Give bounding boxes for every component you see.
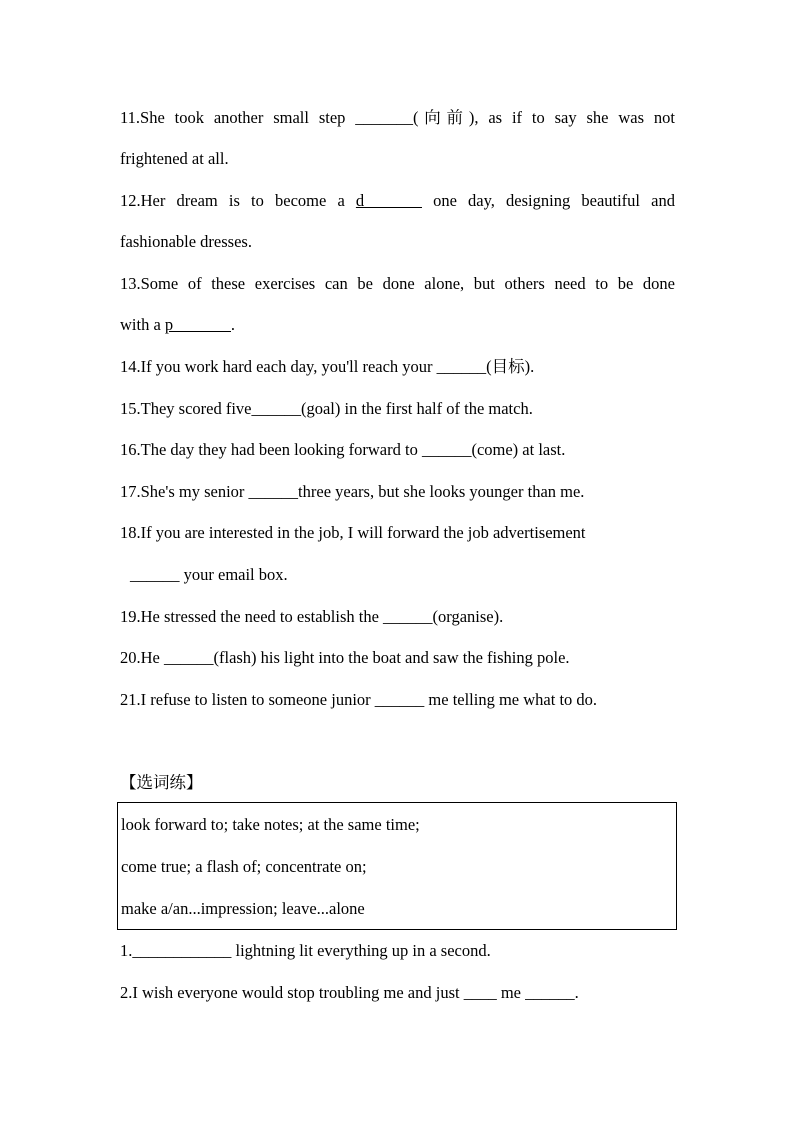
question-13-text-start: with a [120, 315, 165, 334]
question-12-text-start: 12.Her dream is to become a [120, 191, 356, 210]
section-title: 【选词练】 [120, 773, 203, 792]
question-18-line-1: 18.If you are interested in the job, I will forward the job advertisement [120, 523, 586, 542]
question-21: 21.I refuse to listen to someone junior ______ me telling me what to do. [120, 690, 598, 709]
question-11-line-1: 11.She took another small step _______(向前), as if to say she was not [120, 108, 675, 127]
question-12-line-2: fashionable dresses. [120, 232, 252, 251]
question-13-line-1: 13.Some of these exercises can be done alone, but others need to be done [120, 274, 675, 293]
question-14: 14.If you work hard each day, you'll reach your ______(目标). [120, 357, 535, 376]
practice-1: 1.____________ lightning lit everything up in a second. [120, 941, 491, 960]
question-13-blank: p_______ [164, 315, 231, 334]
word-box-line-3: make a/an...impression; leave...alone [121, 899, 365, 918]
question-17: 17.She's my senior ______three years, but she looks younger than me. [120, 482, 585, 501]
question-18-line-2: ______ your email box. [130, 565, 288, 584]
word-box-line-1: look forward to; take notes; at the same time; [121, 815, 420, 834]
question-12-text-end: one day, designing beautiful and [421, 191, 675, 210]
question-13-line-2 [120, 315, 235, 335]
word-box [117, 802, 677, 930]
question-15: 15.They scored five______(goal) in the first half of the match. [120, 399, 533, 418]
question-19: 19.He stressed the need to establish the ______(organise). [120, 607, 504, 626]
question-20: 20.He ______(flash) his light into the boat and saw the fishing pole. [120, 648, 570, 667]
question-13-text-end: . [230, 315, 236, 334]
question-12-line-1 [120, 191, 675, 211]
practice-2: 2.I wish everyone would stop troubling me and just ____ me ______. [120, 983, 579, 1002]
question-11-line-2: frightened at all. [120, 149, 229, 168]
question-16: 16.The day they had been looking forward to ______(come) at last. [120, 440, 566, 459]
question-12-blank: d_______ [355, 191, 422, 210]
word-box-line-2: come true; a flash of; concentrate on; [121, 857, 367, 876]
